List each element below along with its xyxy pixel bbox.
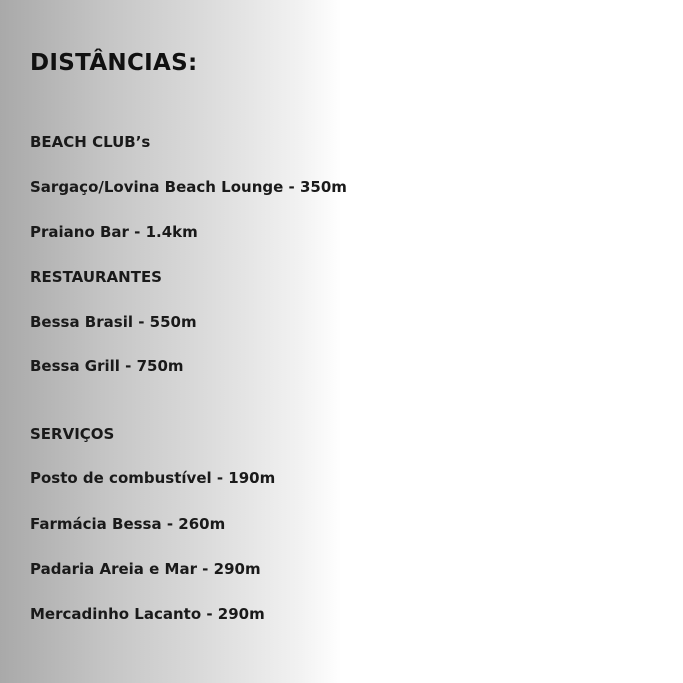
section-heading-beach-clubs: BEACH CLUB’s [30,133,151,151]
list-item: Bessa Grill - 750m [30,357,184,375]
list-item: Bessa Brasil - 550m [30,313,197,331]
list-item: Posto de combustível - 190m [30,469,276,487]
page-title: DISTÂNCIAS: [30,50,198,76]
list-item: Praiano Bar - 1.4km [30,223,198,241]
list-item: Sargaço/Lovina Beach Lounge - 350m [30,178,347,196]
list-item: Mercadinho Lacanto - 290m [30,605,265,623]
section-heading-restaurants: RESTAURANTES [30,268,162,286]
section-heading-services: SERVIÇOS [30,425,115,443]
list-item: Padaria Areia e Mar - 290m [30,560,261,578]
list-item: Farmácia Bessa - 260m [30,515,226,533]
